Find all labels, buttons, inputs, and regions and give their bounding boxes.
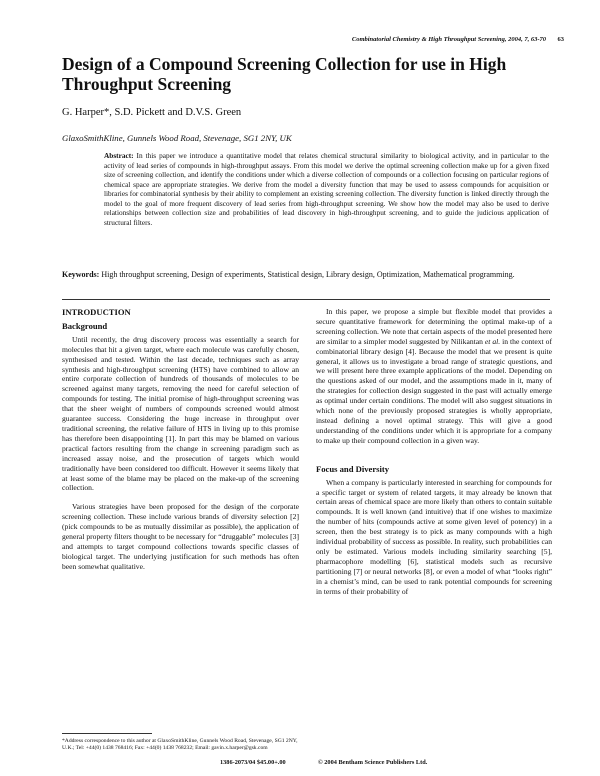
keywords [62,270,550,280]
article-title: Design of a Compound Screening Collection for use in High Throughput Screening [62,54,507,94]
journal-citation: Combinatorial Chemistry & High Throughput Screening, 2004, 7, 63-70 [351,36,546,43]
section-divider [62,299,550,300]
left-column [62,307,299,572]
abstract-label: Abstract: [104,151,134,160]
running-head [60,36,564,43]
footnote-divider [62,733,152,734]
author-list: G. Harper*, S.D. Pickett and D.V.S. Green [62,107,242,118]
et-al: et al. [484,336,501,346]
affiliation: GlaxoSmithKline, Gunnels Wood Road, Stevenage, SG1 2NY, UK [62,133,292,143]
paragraph-text: in the context of combinatorial library design [4]. Because the model that we present is quite general, it allows us to investigate a broad range of strategic questions, and we will present here three example applications of the model. Depending on the questions asked of our model, and the assumptions made in it, many of the strategies for collection design suggested in the past will actually emerge as optimal under certain conditions. The model will also suggest situations in which none of the previously proposed strategies is wholly appropriate, instead defining a novel optimal strategy. This will give a good understanding of the conditions under which it is appropriate for a company to make up their compound collection in a given way. [316,336,552,445]
paragraph-text: In this paper, we propose a simple but flexible model that provides a secure quantitative framework for determining the optimal make-up of a screening collection. We note that certain aspects of the model presented here are similar to a simpler model suggested by Nilikantan [316,307,552,346]
right-column [316,307,552,596]
body-paragraph: When a company is particularly interested in searching for compounds for a specific target or system of related targets, it may already be known that certain areas of chemical space are more likely than others to contain suitable compounds. It is well known (and intuitive) that if one wishes to maximize the number of hits (compounds active at some given level of potency) in a screen, then the best strategy is to pick as many compounds with a high individual probability of success as possible. In reality, such probabilities can only be estimated. Various models including similarity searching [5], pharmacophore modelling [6], statistical models such as recursive partitioning [7] or neural networks [8], or even a model of what “looks right” in a chemist’s mind, can be used to rank potential compounds for screening in terms of their probability of [316,477,552,596]
issn-price: 1386-2073/04 $45.00+.00 [220,759,286,766]
copyright: © 2004 Bentham Science Publishers Ltd. [318,759,428,766]
body-paragraph: Until recently, the drug discovery process was essentially a search for molecules that hit a given target, where each molecule was carefully chosen, synthesised and tested. Within the last decade, techniques such as array synthesis and high-throughput screening (HTS) have combined to allow an entire corporate collection of hundreds of thousands of molecules to be screened against many targets, removing the need for careful selection of compounds for testing. The initial promise of high-throughput screening was that the sheer weight of numbers of compounds screened would almost guarantee success. Considering the huge increase in throughput over traditional screening, the relative failure of HTS in living up to this promise has therefore been disappointing [1]. In part this may be blamed on various practical factors resulting from the change in screening paradigm such as increased assay noise, and the prosecution of targets which would traditionally have been considered too difficult. However it seems likely that at least some of the blame may be placed on the make-up of the screening collection. [62,334,299,493]
keywords-text: High throughput screening, Design of experiments, Statistical design, Library design, Optimization, Mathematical programming. [101,270,515,279]
body-paragraph: Various strategies have been proposed for the design of the corporate screening collection. These include various brands of diversity selection [2] (pick compounds to be as mutually dissimilar as possible), the application of general property filters thought to be necessary for “druggable” molecules [3] and attempts to target compound collections towards specific classes of biological target. The underlying justification for such methods has often been somewhat qualitative. [62,502,299,571]
introduction-heading: INTRODUCTION [62,307,131,317]
background-heading: Background [62,320,108,331]
focus-diversity-heading: Focus and Diversity [316,463,390,474]
page-number: 63 [557,36,564,43]
abstract-text: In this paper we introduce a quantitative model that relates chemical structural similarity to biological activity, and in particular to the activity of lead series of compounds in high-throughput assays. From this model we derive the optimal screening collection make up for a given fixed size of screening collection, and identify the conditions under which a diverse collection of compounds or a collection focusing on particular regions of chemical space are appropriate strategies. We derive from the model a diversity function that may be used to assess compounds for acquisition or libraries for combinatorial synthesis by their ability to complement an existing screening collection. The diversity function is linked directly through the model to the goal of more frequent discovery of lead series from high-throughput screening. We show how the model may also be used to derive relationships between collection size and probabilities of lead discovery in high-throughput screening, and to guide the judicious application of structural filters. [104,151,550,227]
abstract [104,151,549,227]
body-paragraph [316,307,552,446]
keywords-label: Keywords: [62,270,100,279]
correspondence-footnote: *Address correspondence to this author at GlaxoSmithKline, Gunnels Wood Road, Stevenage, SG1 2NY, U.K.; Tel: +44(0) 1438 768416; Fax: +44(0) 1438 768232; Email: gavin.x.harper@gsk.com [62,738,298,752]
